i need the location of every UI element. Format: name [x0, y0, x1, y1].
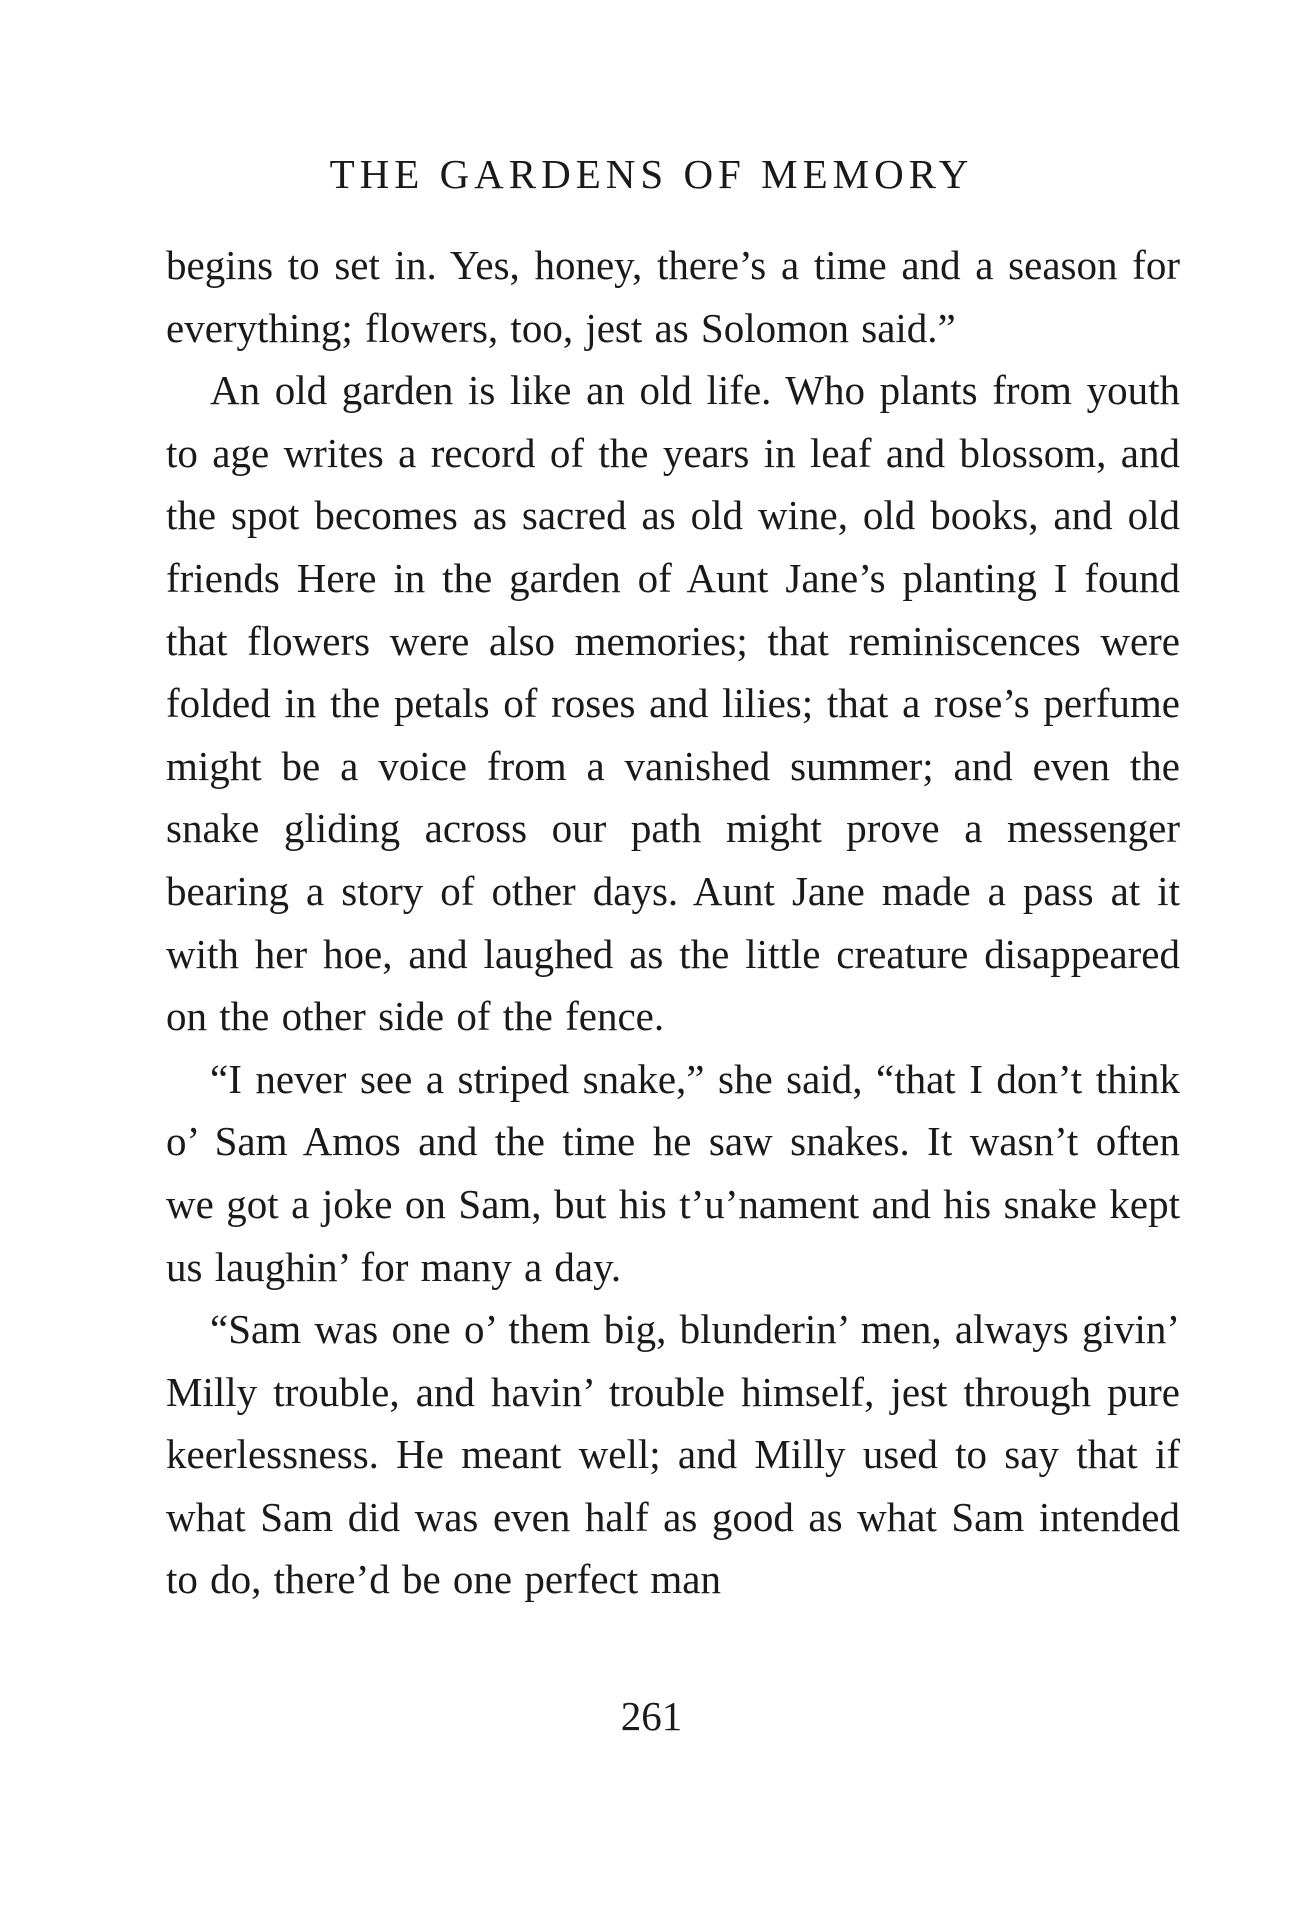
paragraph-sam-amos: “Sam was one o’ them big, blunderin’ men, always givin’ Milly trouble, and havin’ trouble himself, jest through pure keerlessness. He meant well; and Milly used to say that if what Sam did was even half as good as what Sam intended to do, there’d be one perfect man: [166, 1306, 1180, 1603]
paragraph-continued: begins to set in. Yes, honey, there’s a time and a season for everything; flowers, too, jest as Solomon said.”: [166, 242, 1180, 351]
page-number: 261: [620, 1693, 683, 1739]
running-head: THE GARDENS OF MEMORY: [329, 151, 974, 197]
paragraph-striped-snake: “I never see a striped snake,” she said, “that I don’t think o’ Sam Amos and the time he saw snakes. It wasn’t often we got a joke on Sam, but his t’u’nament and his snake kept us laughin’ for many a day.: [166, 1055, 1180, 1290]
paragraph-old-garden: An old garden is like an old life. Who plants from youth to age writes a record of the years in leaf and blossom, and the spot becomes as sacred as old wine, old books, and old friends Here in the garden of Aunt Jane’s planting I found that flowers were also memories; that reminiscences were folded in the petals of roses and lilies; that a rose’s perfume might be a voice from a vanished summer; and even the snake gliding across our path might prove a messenger bearing a story of other days. Aunt Jane made a pass at it with her hoe, and laughed as the little creature disappeared on the other side of the fence.: [166, 367, 1180, 1040]
body-text: [166, 234, 1180, 1611]
